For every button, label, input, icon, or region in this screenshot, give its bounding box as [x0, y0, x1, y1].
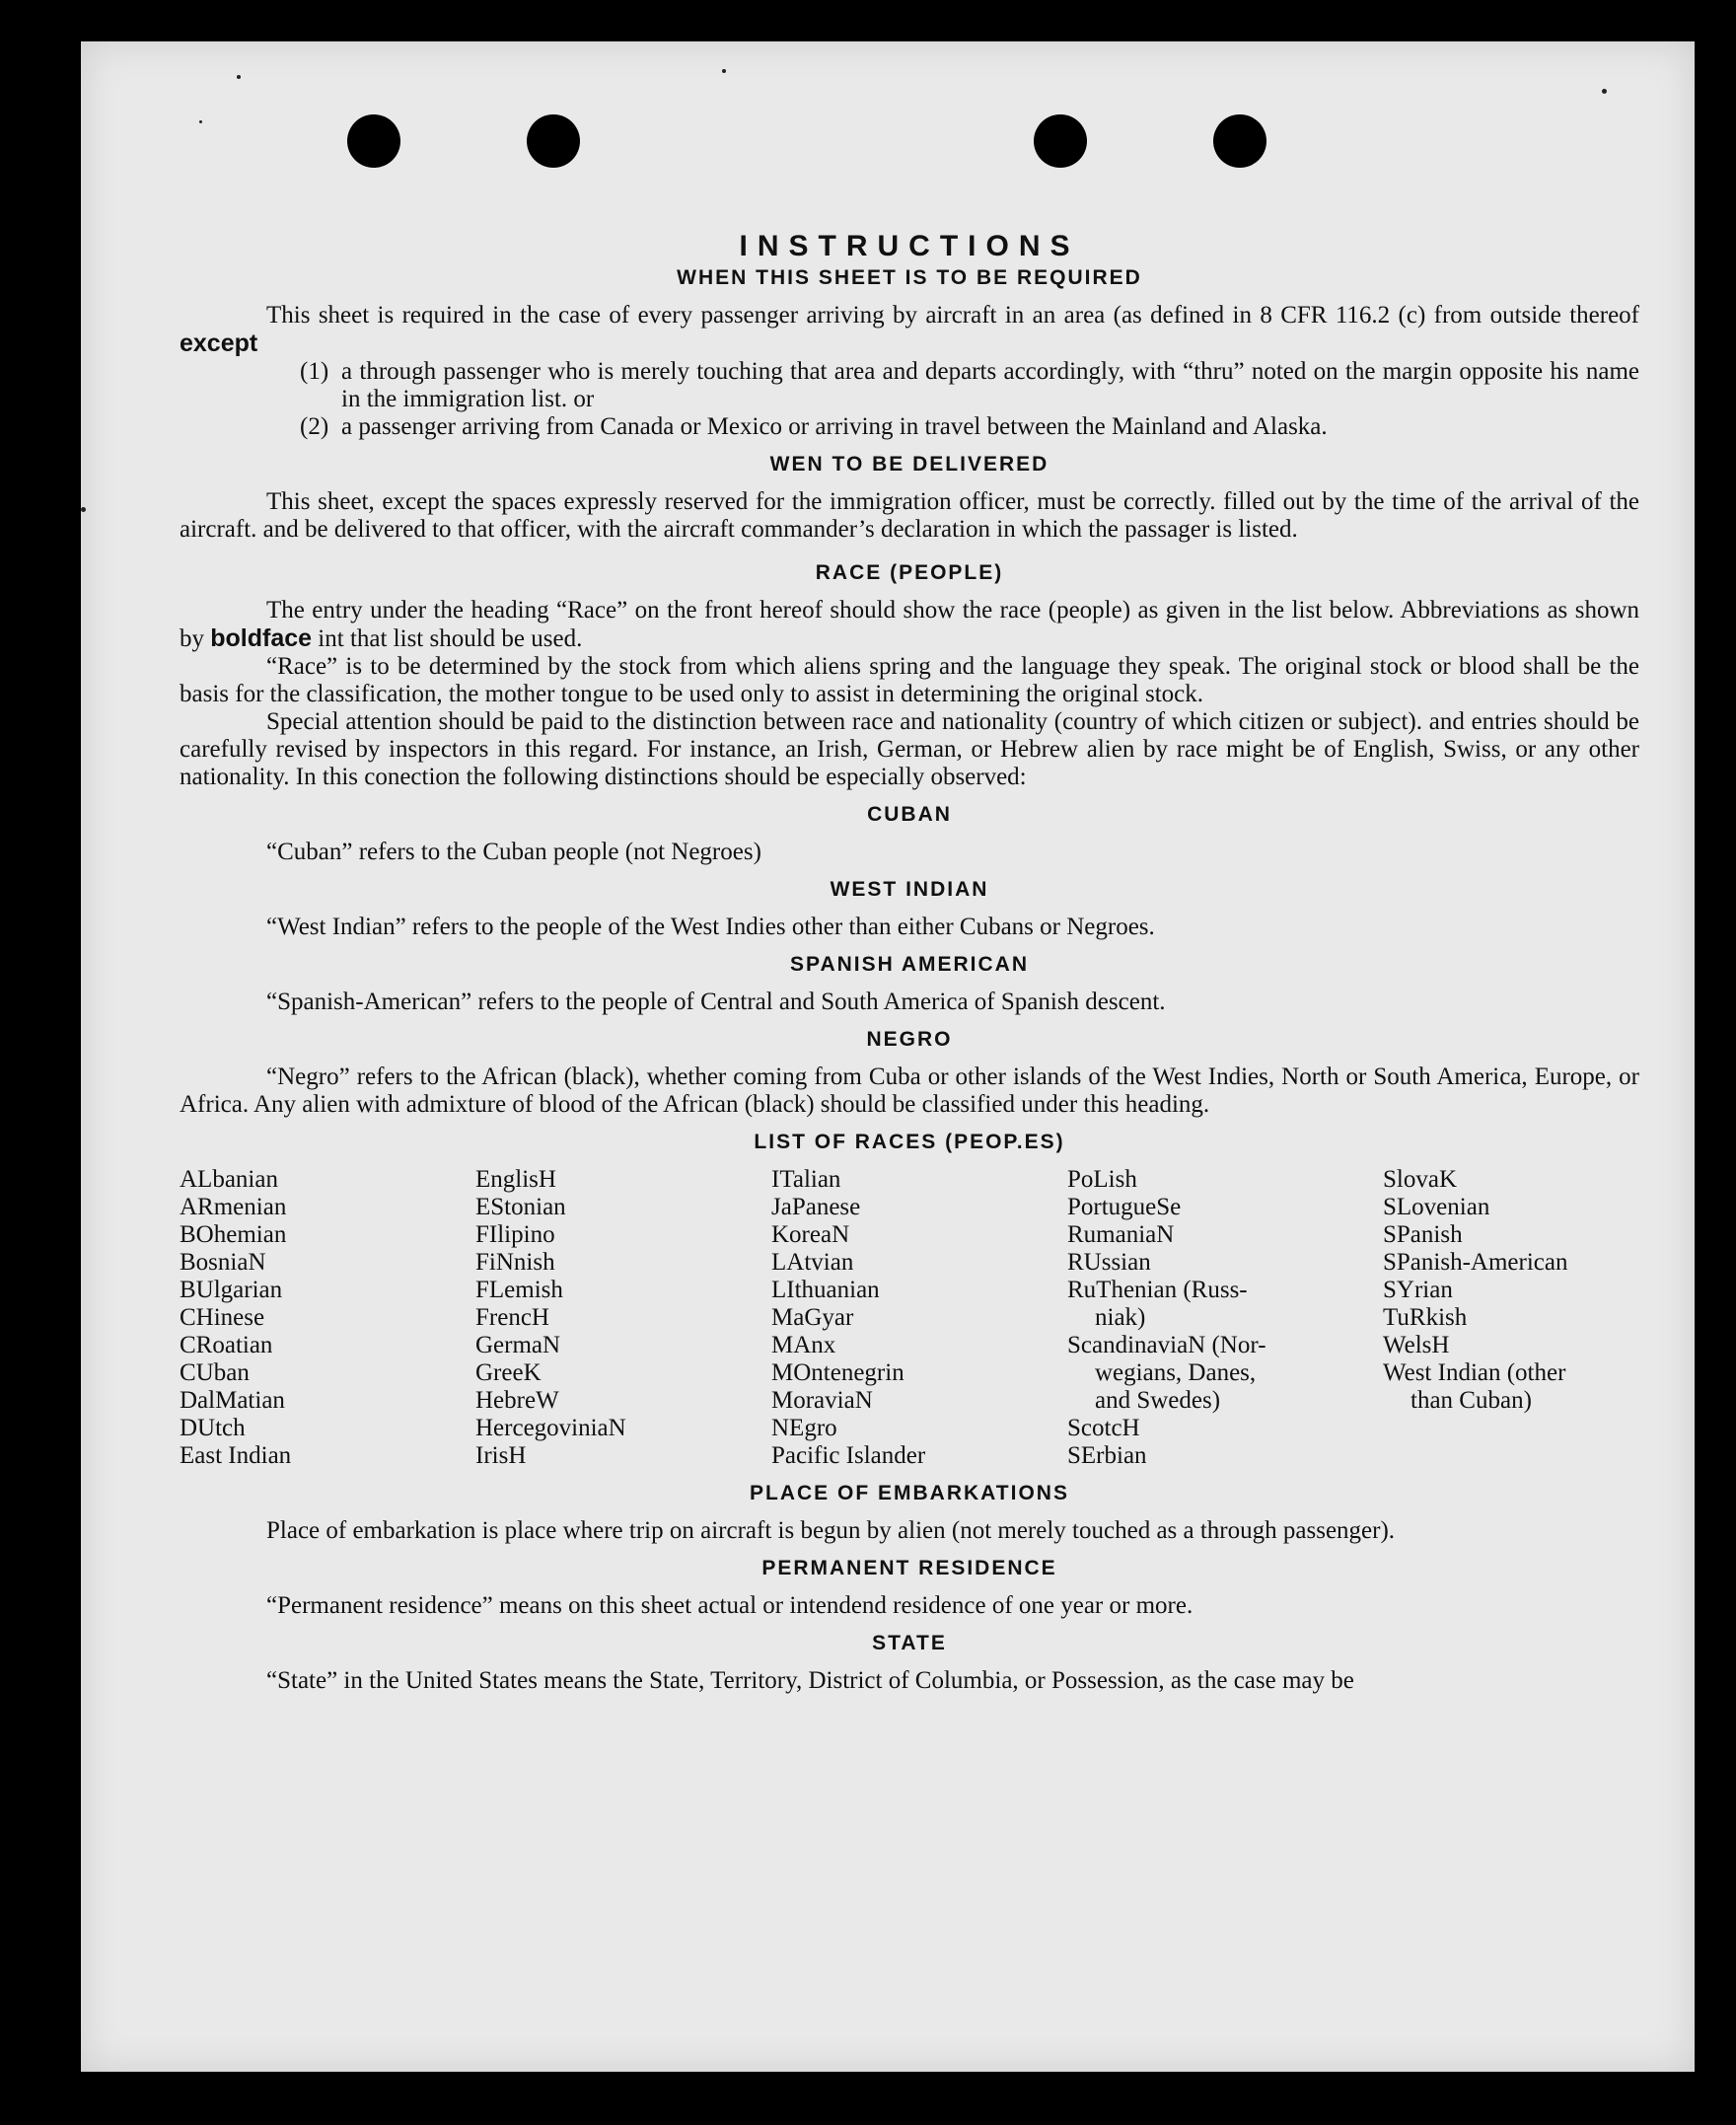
section-heading: PLACE OF EMBARKATIONS [750, 1482, 1069, 1504]
race-entry: CHinese [180, 1304, 265, 1331]
document-page [81, 41, 1695, 2072]
race-column [1067, 1166, 1383, 1470]
race-entry: MaGyar [771, 1304, 854, 1331]
section-heading: PERMANENT RESIDENCE [761, 1557, 1057, 1579]
race-entry: HebreW [475, 1387, 559, 1414]
race-entry: LAtvian [771, 1249, 854, 1276]
race-entry: SPanish [1383, 1221, 1463, 1248]
race-entry: niak) [1095, 1304, 1146, 1331]
race-entry: West Indian (other [1383, 1359, 1566, 1386]
race-entry: WelsH [1383, 1332, 1450, 1358]
race-entry: BosniaN [180, 1249, 266, 1276]
list-item: (1) a through passenger who is merely touching that area and departs accordingly, with “thru” noted on the margin opposite his name in the immigration list. or [300, 358, 1639, 412]
race-entry: SPanish-American [1383, 1249, 1568, 1276]
race-entry: FrencH [475, 1304, 549, 1331]
race-entry: ScotcH [1067, 1415, 1140, 1441]
race-entry: CUban [180, 1359, 250, 1386]
race-entry: ScandinaviaN (Nor- [1067, 1332, 1266, 1358]
race-entry: GreeK [475, 1359, 542, 1386]
section-heading: WEN TO BE DELIVERED [769, 453, 1049, 476]
section-heading: NEGRO [866, 1028, 953, 1051]
race-entry: PortugueSe [1067, 1194, 1182, 1220]
punch-hole [347, 114, 400, 168]
section-heading: CUBAN [867, 803, 952, 826]
paragraph: “Spanish-American” refers to the people of Central and South America of Spanish descent. [266, 989, 1166, 1015]
punch-hole [1034, 114, 1087, 168]
race-entry: ARmenian [180, 1194, 287, 1220]
race-entry: DalMatian [180, 1387, 285, 1414]
paragraph: Place of embarkation is place where trip on aircraft is begun by alien (not merely touched as a through passenger). [266, 1517, 1396, 1544]
race-entry: and Swedes) [1095, 1387, 1221, 1414]
race-entry: GermaN [475, 1332, 561, 1358]
section-heading: SPANISH AMERICAN [789, 953, 1029, 976]
race-entry: BOhemian [180, 1221, 287, 1248]
race-entry: SlovaK [1383, 1166, 1457, 1193]
section-heading: RACE (PEOPLE) [815, 561, 1004, 584]
race-entry: RuThenian (Russ- [1067, 1277, 1248, 1303]
section-heading: WHEN THIS SHEET IS TO BE REQUIRED [677, 266, 1142, 289]
race-entry: SErbian [1067, 1442, 1147, 1469]
race-entry: LIthuanian [771, 1277, 880, 1303]
speck [1602, 89, 1607, 94]
race-entry: SLovenian [1383, 1194, 1490, 1220]
speck [237, 75, 241, 79]
speck [199, 120, 202, 123]
race-entry: EnglisH [475, 1166, 556, 1193]
race-entry: MoraviaN [771, 1387, 873, 1414]
paragraph: “Cuban” refers to the Cuban people (not Negroes) [266, 839, 761, 865]
paragraph: The entry under the heading “Race” on the front hereof should show the race (people) as given in the list below. Abbreviations as shown by boldface int that list should be used. [180, 597, 1639, 652]
race-entry: JaPanese [771, 1194, 861, 1220]
race-entry: RumaniaN [1067, 1221, 1175, 1248]
race-entry: FIlipino [475, 1221, 555, 1248]
page-title: INSTRUCTIONS [739, 230, 1080, 262]
race-entry: KoreaN [771, 1221, 850, 1248]
document-body [180, 229, 1639, 1695]
race-entry: ITalian [771, 1166, 841, 1193]
punch-hole [1213, 114, 1266, 168]
race-entry: CRoatian [180, 1332, 273, 1358]
race-entry: IrisH [475, 1442, 527, 1469]
paragraph: “Race” is to be determined by the stock from which aliens spring and the language they speak. The original stock or blood shall be the basis for the classification, the mother tongue to be used only to assist in determining the original stock. [180, 653, 1639, 707]
race-entry: Pacific Islander [771, 1442, 926, 1469]
paragraph: Special attention should be paid to the distinction between race and nationality (country of which citizen or subject). and entries should be carefully revised by inspectors in this regard. For instance, an Irish, German, or Hebrew alien by race might be of English, Swiss, or any other nationality. In this conection the following distinctions should be especially observed: [180, 708, 1639, 790]
race-entry: MOntenegrin [771, 1359, 904, 1386]
race-entry: DUtch [180, 1415, 246, 1441]
list-item: (2) a passenger arriving from Canada or Mexico or arriving in travel between the Mainland and Alaska. [300, 413, 1328, 440]
race-entry: PoLish [1067, 1166, 1137, 1193]
race-column [180, 1166, 475, 1470]
race-column [475, 1166, 771, 1470]
section-heading: STATE [872, 1632, 947, 1654]
race-entry: ALbanian [180, 1166, 278, 1193]
section-heading: WEST INDIAN [830, 878, 989, 901]
race-entry: BUlgarian [180, 1277, 283, 1303]
race-entry: TuRkish [1383, 1304, 1468, 1331]
race-entry: RUssian [1067, 1249, 1151, 1276]
race-entry: EStonian [475, 1194, 566, 1220]
paragraph: “West Indian” refers to the people of the West Indies other than either Cubans or Negroes. [266, 914, 1155, 940]
race-column [1383, 1166, 1639, 1470]
race-entry: than Cuban) [1410, 1387, 1532, 1414]
race-entry: MAnx [771, 1332, 836, 1358]
race-entry: SYrian [1383, 1277, 1453, 1303]
race-entry: FLemish [475, 1277, 563, 1303]
punch-hole [527, 114, 580, 168]
race-list [180, 1166, 1639, 1470]
race-entry: East Indian [180, 1442, 292, 1469]
race-column [771, 1166, 1067, 1470]
paragraph: “Permanent residence” means on this sheet actual or intendend residence of one year or more. [266, 1592, 1194, 1619]
race-entry: HercegoviniaN [475, 1415, 626, 1441]
speck [722, 69, 726, 73]
paragraph: “Negro” refers to the African (black), whether coming from Cuba or other islands of the West Indies, North or South America, Europe, or Africa. Any alien with admixture of blood of the African (black) should be classified under this heading. [180, 1063, 1639, 1118]
speck [81, 507, 86, 512]
race-entry: wegians, Danes, [1095, 1359, 1257, 1386]
paragraph: This sheet, except the spaces expressly reserved for the immigration officer, must be correctly. filled out by the time of the arrival of the aircraft. and be delivered to that officer, with the aircraft commander’s declaration in which the passager is listed. [180, 488, 1639, 543]
race-entry: FiNnish [475, 1249, 555, 1276]
race-entry: NEgro [771, 1415, 837, 1441]
paragraph: “State” in the United States means the State, Territory, District of Columbia, or Possession, as the case may be [266, 1667, 1354, 1694]
section-heading: LIST OF RACES (PEOP.ES) [754, 1131, 1065, 1153]
paragraph: This sheet is required in the case of every passenger arriving by aircraft in an area (as defined in 8 CFR 116.2 (c) from outside thereof except [180, 302, 1639, 357]
